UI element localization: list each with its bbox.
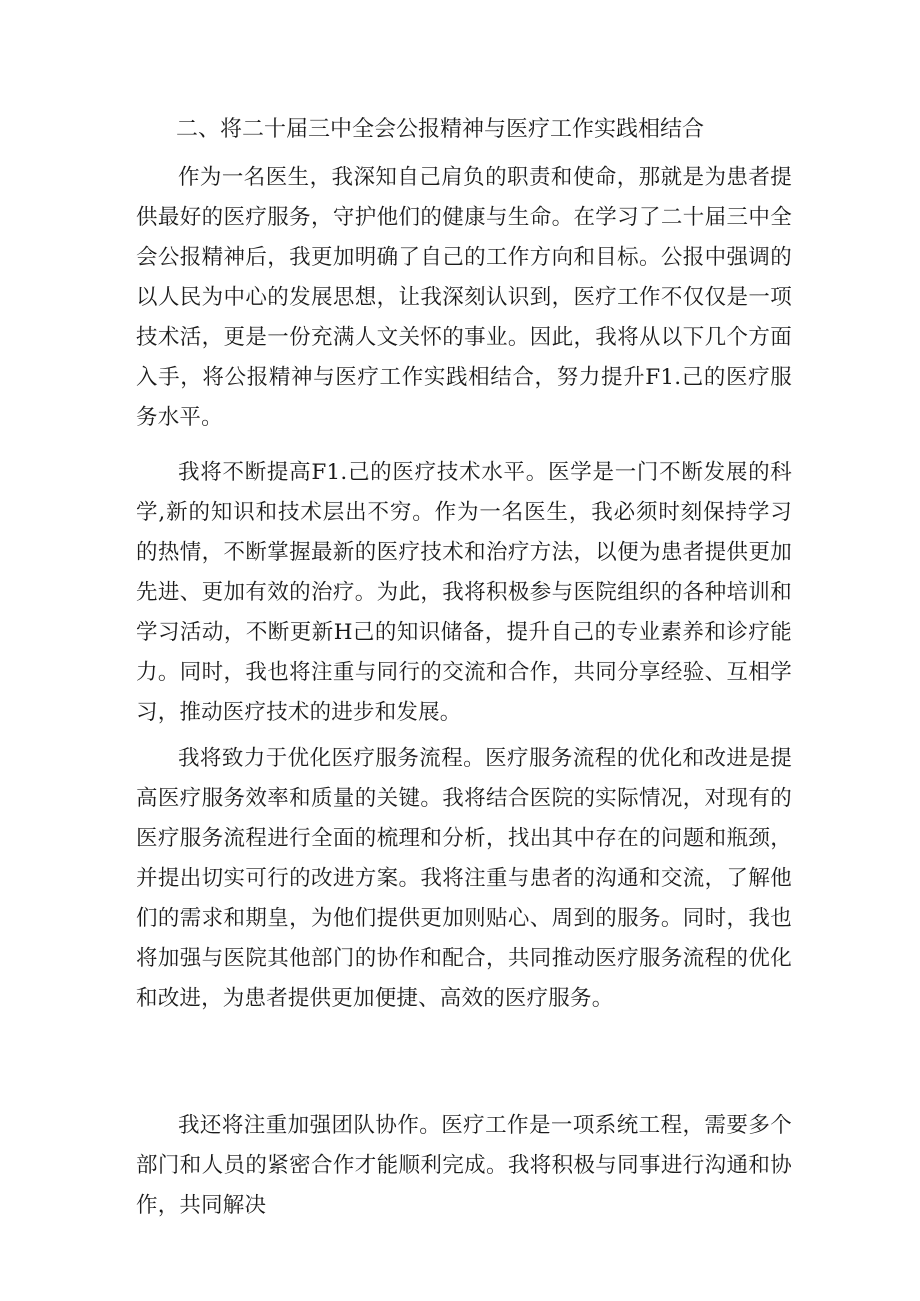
paragraph-3: 我将致力于优化医疗服务流程。医疗服务流程的优化和改进是提高医疗服务效率和质量的关键。我将结合医院的实际情况，对现有的医疗服务流程进行全面的梳理和分析，找出其中存在的问题和瓶颈，并提出切实可行的改进方案。我将注重与患者的沟通和交流，了解他们的需求和期皇，为他们提供更加则贴心、周到的服务。同时，我也将加强与医院其他部门的协作和配合，共同推动医疗服务流程的优化和改进，为患者提供更加便捷、高效的医疗服务。 xyxy=(136,746,792,1011)
section-heading: 二、将二十届三中全会公报精神与医疗工作实践相结合 xyxy=(176,117,705,142)
paragraph-2: 我将不断提高F1.己的医疗技术水平。医学是一门不断发展的科学,新的知识和技术层出不穷。作为一名医生，我必须时刻保持学习的热情，不断掌握最新的医疗技术和治疗方法，以便为患者提供更加先进、更加有效的治疗。为此，我将积极参与医院组织的各种培训和学习活动，不断更新H己的知识储备，提升自己的专业素养和诊疗能力。同时，我也将注重与同行的交流和合作，共同分享经验、互相学习，推动医疗技术的进步和发展。 xyxy=(136,460,792,725)
paragraph-4: 我还将注重加强团队协作。医疗工作是一项系统工程，需要多个部门和人员的紧密合作才能顺利完成。我将积极与同事进行沟通和协作，共同解决 xyxy=(136,1113,792,1218)
paragraph-1: 作为一名医生，我深知自己肩负的职责和使命，那就是为患者提供最好的医疗服务，守护他们的健康与生命。在学习了二十届三中全会公报精神后，我更加明确了自己的工作方向和目标。公报中强调的以人民为中心的发展思想，让我深刻认识到，医疗工作不仅仅是一项技术活，更是一份充满人文关怀的事业。因此，我将从以下几个方面入手，将公报精神与医疗工作实践相结合，努力提升F1.己的医疗服务水平。 xyxy=(136,165,792,430)
